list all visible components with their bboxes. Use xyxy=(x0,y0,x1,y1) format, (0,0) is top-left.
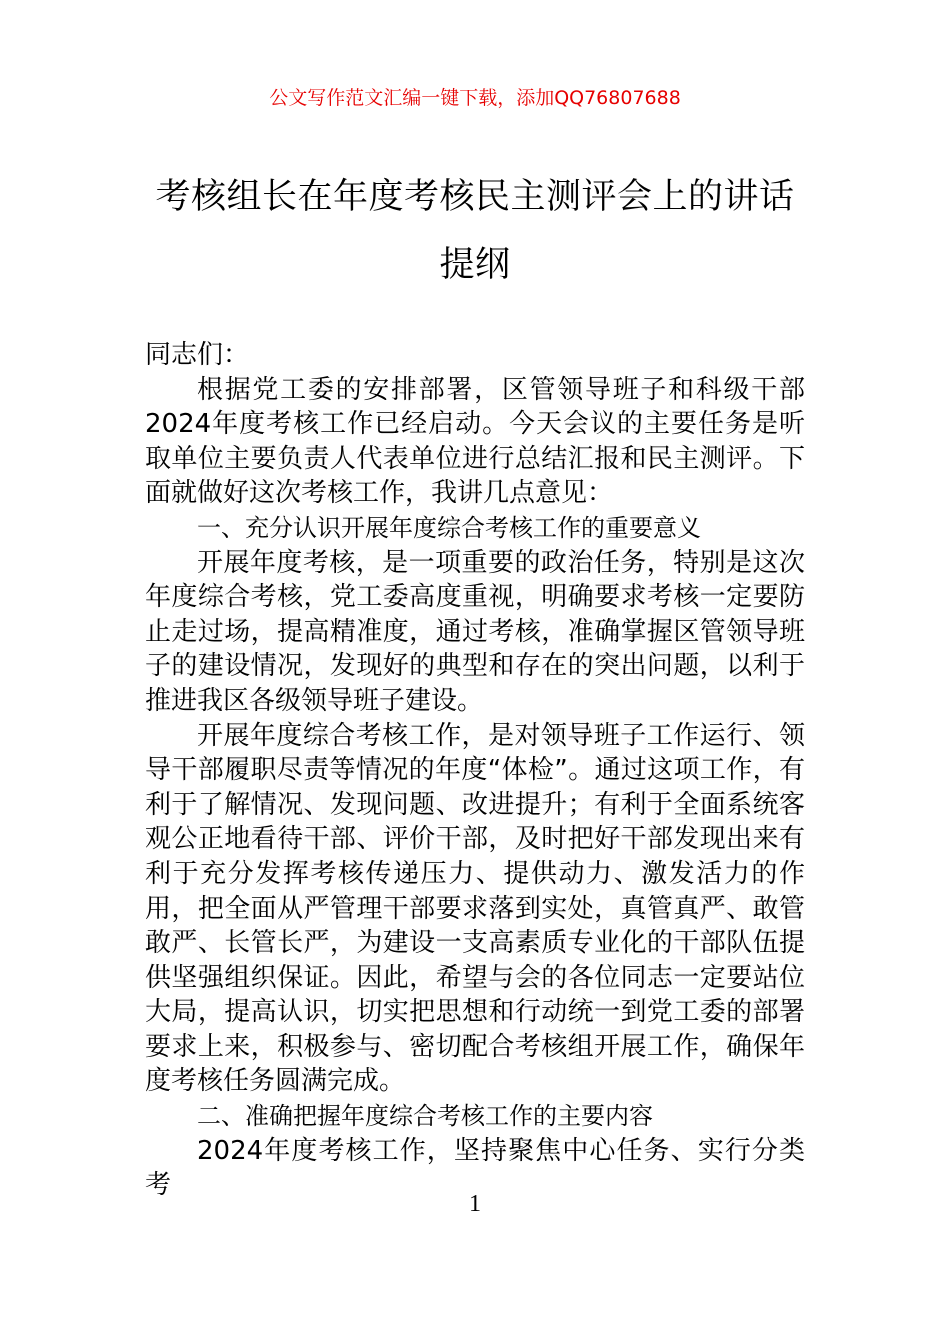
body-paragraph: 开展年度综合考核工作，是对领导班子工作运行、领导干部履职尽责等情况的年度“体检”。通过这项工作，有利于了解情况、发现问题、改进提升；有利于全面系统客观公正地看待干部、评价干部，及时把好干部发现出来有利于充分发挥考核传递压力、提供动力、激发活力的作用，把全面从严管理干部要求落到实处，真管真严、敢管敢严、长管长严，为建设一支高素质专业化的干部队伍提供坚强组织保证。因此，希望与会的各位同志一定要站位大局，提高认识，切实把思想和行动统一到党工委的部署要求上来，积极参与、密切配合考核组开展工作，确保年度考核任务圆满完成。 xyxy=(145,720,805,1097)
body-paragraph: 2024年度考核工作，坚持聚焦中心任务、实行分类考 xyxy=(145,1135,805,1201)
page-number: 1 xyxy=(469,1191,481,1217)
section-heading-2: 二、准确把握年度综合考核工作的主要内容 xyxy=(197,1102,653,1131)
document-title-line-2: 提纲 xyxy=(439,245,511,285)
document-title-line-1: 考核组长在年度考核民主测评会上的讲话 xyxy=(155,177,795,217)
salutation: 同志们： xyxy=(145,340,250,370)
intro-paragraph: 根据党工委的安排部署，区管领导班子和科级干部2024年度考核工作已经启动。今天会议的主要任务是听取单位主要负责人代表单位进行总结汇报和民主测评。下面就做好这次考核工作，我讲几点意见： xyxy=(145,374,805,509)
download-promo-note: 公文写作范文汇编一键下载，添加QQ76807688 xyxy=(269,87,681,109)
body-paragraph: 开展年度考核，是一项重要的政治任务，特别是这次年度综合考核，党工委高度重视，明确要求考核一定要防止走过场，提高精准度，通过考核，准确掌握区管领导班子的建设情况，发现好的典型和存在的突出问题，以利于推进我区各级领导班子建设。 xyxy=(145,547,805,716)
section-heading-1: 一、充分认识开展年度综合考核工作的重要意义 xyxy=(197,513,701,542)
document-body xyxy=(145,338,805,1203)
